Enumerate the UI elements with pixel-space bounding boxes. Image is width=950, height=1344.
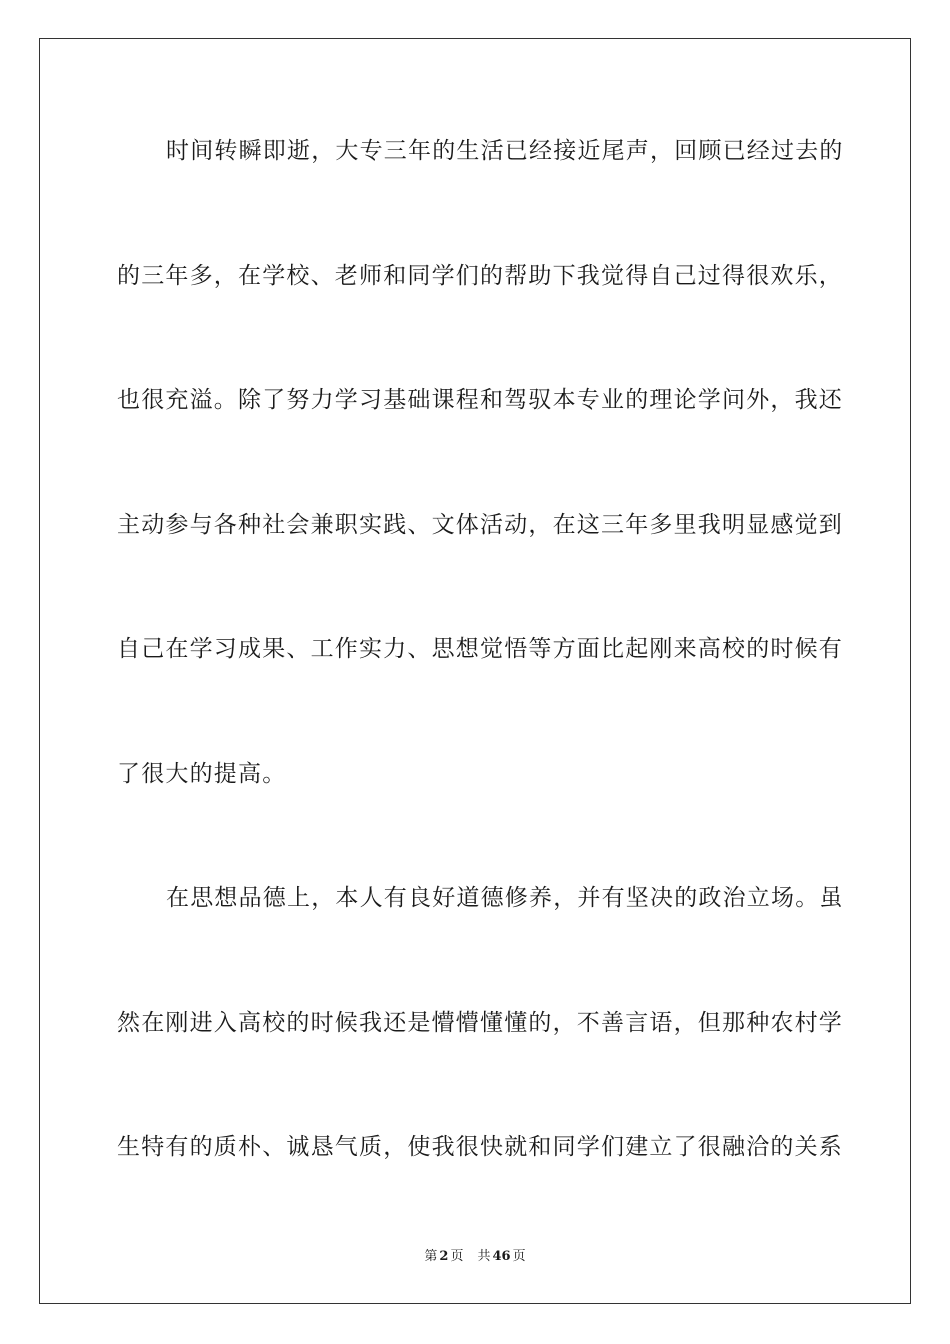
- total-suffix: 页: [512, 1249, 526, 1264]
- total-prefix: 共: [477, 1249, 491, 1264]
- paragraph-1-line-2: 的三年多，在学校、老师和同学们的帮助下我觉得自己过得很欢乐，: [117, 263, 843, 289]
- page-number: 2: [439, 1249, 449, 1264]
- paragraph-1-line-4: 主动参与各种社会兼职实践、文体活动，在这三年多里我明显感觉到: [117, 512, 843, 538]
- page-border: [39, 38, 911, 1304]
- page-prefix: 第: [424, 1249, 438, 1264]
- paragraph-1-line-5: 自己在学习成果、工作实力、思想觉悟等方面比起刚来高校的时候有: [117, 636, 843, 662]
- paragraph-2-line-2: 然在刚进入高校的时候我还是懵懵懂懂的，不善言语，但那种农村学: [117, 1010, 843, 1036]
- paragraph-2-line-1: 在思想品德上，本人有良好道德修养，并有坚决的政治立场。虽: [166, 885, 844, 911]
- paragraph-1-line-3: 也很充溢。除了努力学习基础课程和驾驭本专业的理论学问外，我还: [117, 387, 843, 413]
- paragraph-1-line-6: 了很大的提高。: [117, 761, 287, 787]
- paragraph-2-line-3: 生特有的质朴、诚恳气质，使我很快就和同学们建立了很融洽的关系: [117, 1134, 843, 1160]
- paragraph-1-line-1: 时间转瞬即逝，大专三年的生活已经接近尾声，回顾已经过去的: [166, 138, 844, 164]
- page-suffix: 页: [450, 1249, 464, 1264]
- page-footer: [0, 1248, 950, 1266]
- total-pages: 46: [492, 1249, 511, 1264]
